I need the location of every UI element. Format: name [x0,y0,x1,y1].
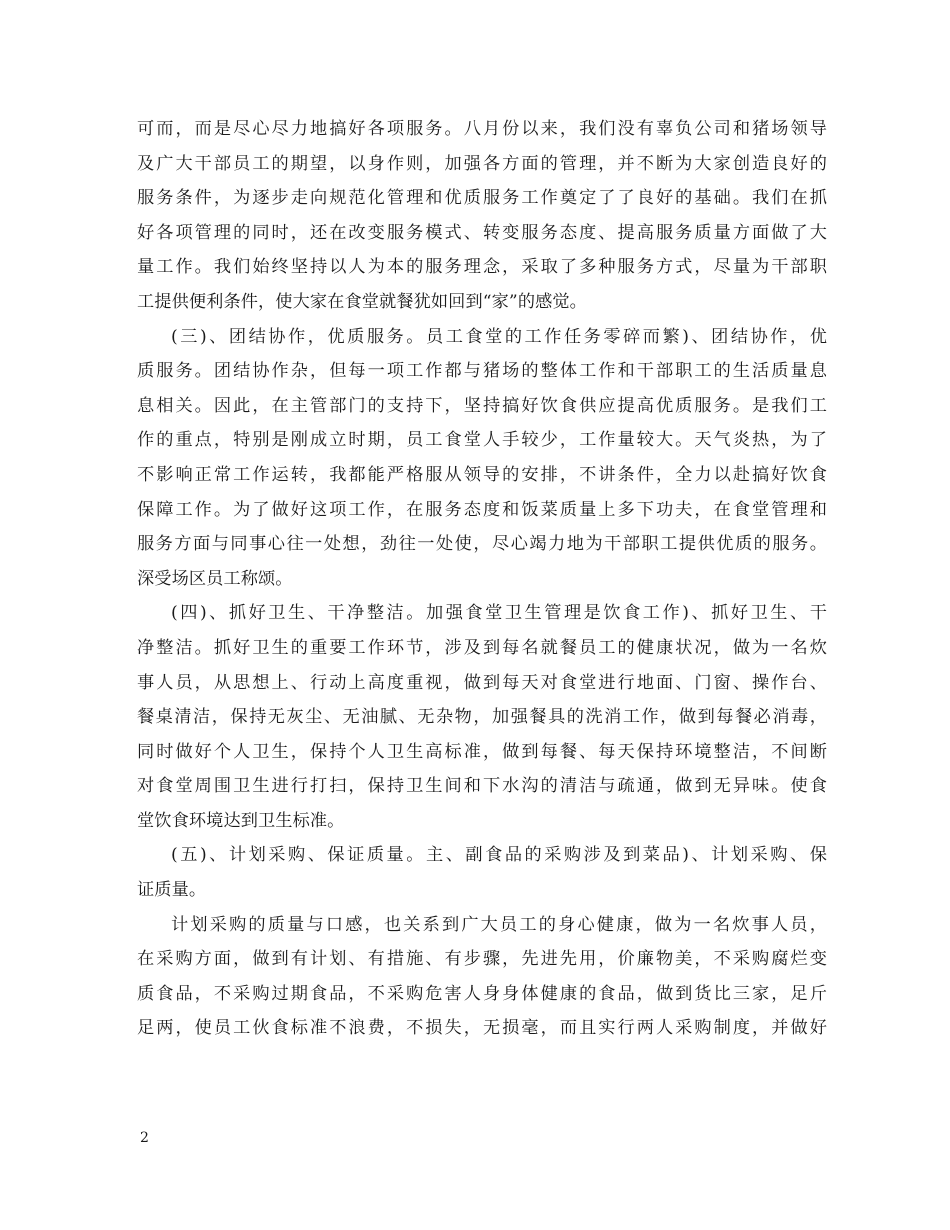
page-number: 2 [140,1130,149,1146]
text-line: 工提供便利条件，使大家在食堂就餐犹如回到“家”的感觉。 [137,291,587,312]
paragraph-start-line: 计划采购的质量与口感，也关系到广大员工的身心健康，做为一名炊事人员， [171,914,827,935]
text-line: 服务条件，为逐步走向规范化管理和优质服务工作奠定了了良好的基础。我们在抓 [137,188,827,209]
text-line: 质服务。团结协作杂，但每一项工作都与猪场的整体工作和干部职工的生活质量息 [137,361,827,382]
text-line: 及广大干部员工的期望，以身作则，加强各方面的管理，并不断为大家创造良好的 [137,153,827,174]
text-line: 证质量。 [137,880,207,901]
text-line: 同时做好个人卫生，保持个人卫生高标准，做到每餐、每天保持环境整洁，不间断 [137,741,827,762]
section-heading-line: (四)、抓好卫生、干净整洁。加强食堂卫生管理是饮食工作)、抓好卫生、干 [171,603,827,624]
text-line: 净整洁。抓好卫生的重要工作环节，涉及到每名就餐员工的健康状况，做为一名炊 [137,637,827,658]
text-line: 质食品，不采购过期食品，不采购危害人身身体健康的食品，做到货比三家，足斤 [137,983,827,1004]
text-line: 可而，而是尽心尽力地搞好各项服务。八月份以来，我们没有辜负公司和猪场领导 [137,119,827,139]
text-line: 堂饮食环境达到卫生标准。 [137,810,345,831]
text-line: 深受场区员工称颂。 [137,568,293,589]
text-line: 对食堂周围卫生进行打扫，保持卫生间和下水沟的清洁与疏通，做到无异味。使食 [137,776,827,797]
body-text [137,112,827,1046]
text-line: 保障工作。为了做好这项工作，在服务态度和饭菜质量上多下功夫，在食堂管理和 [137,499,827,520]
text-line: 餐桌清洁，保持无灰尘、无油腻、无杂物，加强餐具的洗消工作，做到每餐必消毒， [137,707,827,728]
text-line: 足两，使员工伙食标准不浪费，不损失，无损毫，而且实行两人采购制度，并做好 [137,1018,827,1039]
text-line: 在采购方面，做到有计划、有措施、有步骤，先进先用，价廉物美，不采购腐烂变 [137,949,827,970]
section-heading-line: (五)、计划采购、保证质量。主、副食品的采购涉及到菜品)、计划采购、保 [171,845,827,866]
text-line: 服务方面与同事心往一处想，劲往一处使，尽心竭力地为干部职工提供优质的服务。 [137,534,827,555]
text-line: 作的重点，特别是刚成立时期，员工食堂人手较少，工作量较大。天气炎热，为了 [137,430,827,451]
text-line: 好各项管理的同时，还在改变服务模式、转变服务态度、提高服务质量方面做了大 [137,222,827,243]
text-line: 息相关。因此，在主管部门的支持下，坚持搞好饮食供应提高优质服务。是我们工 [137,395,827,416]
text-line: 量工作。我们始终坚持以人为本的服务理念，采取了多种服务方式，尽量为干部职 [137,257,827,278]
section-heading-line: (三)、团结协作，优质服务。员工食堂的工作任务零碎而繁)、团结协作，优 [171,326,827,347]
text-line: 不影响正常工作运转，我都能严格服从领导的安排，不讲条件，全力以赴搞好饮食 [137,464,827,485]
text-line: 事人员，从思想上、行动上高度重视，做到每天对食堂进行地面、门窗、操作台、 [137,672,827,693]
